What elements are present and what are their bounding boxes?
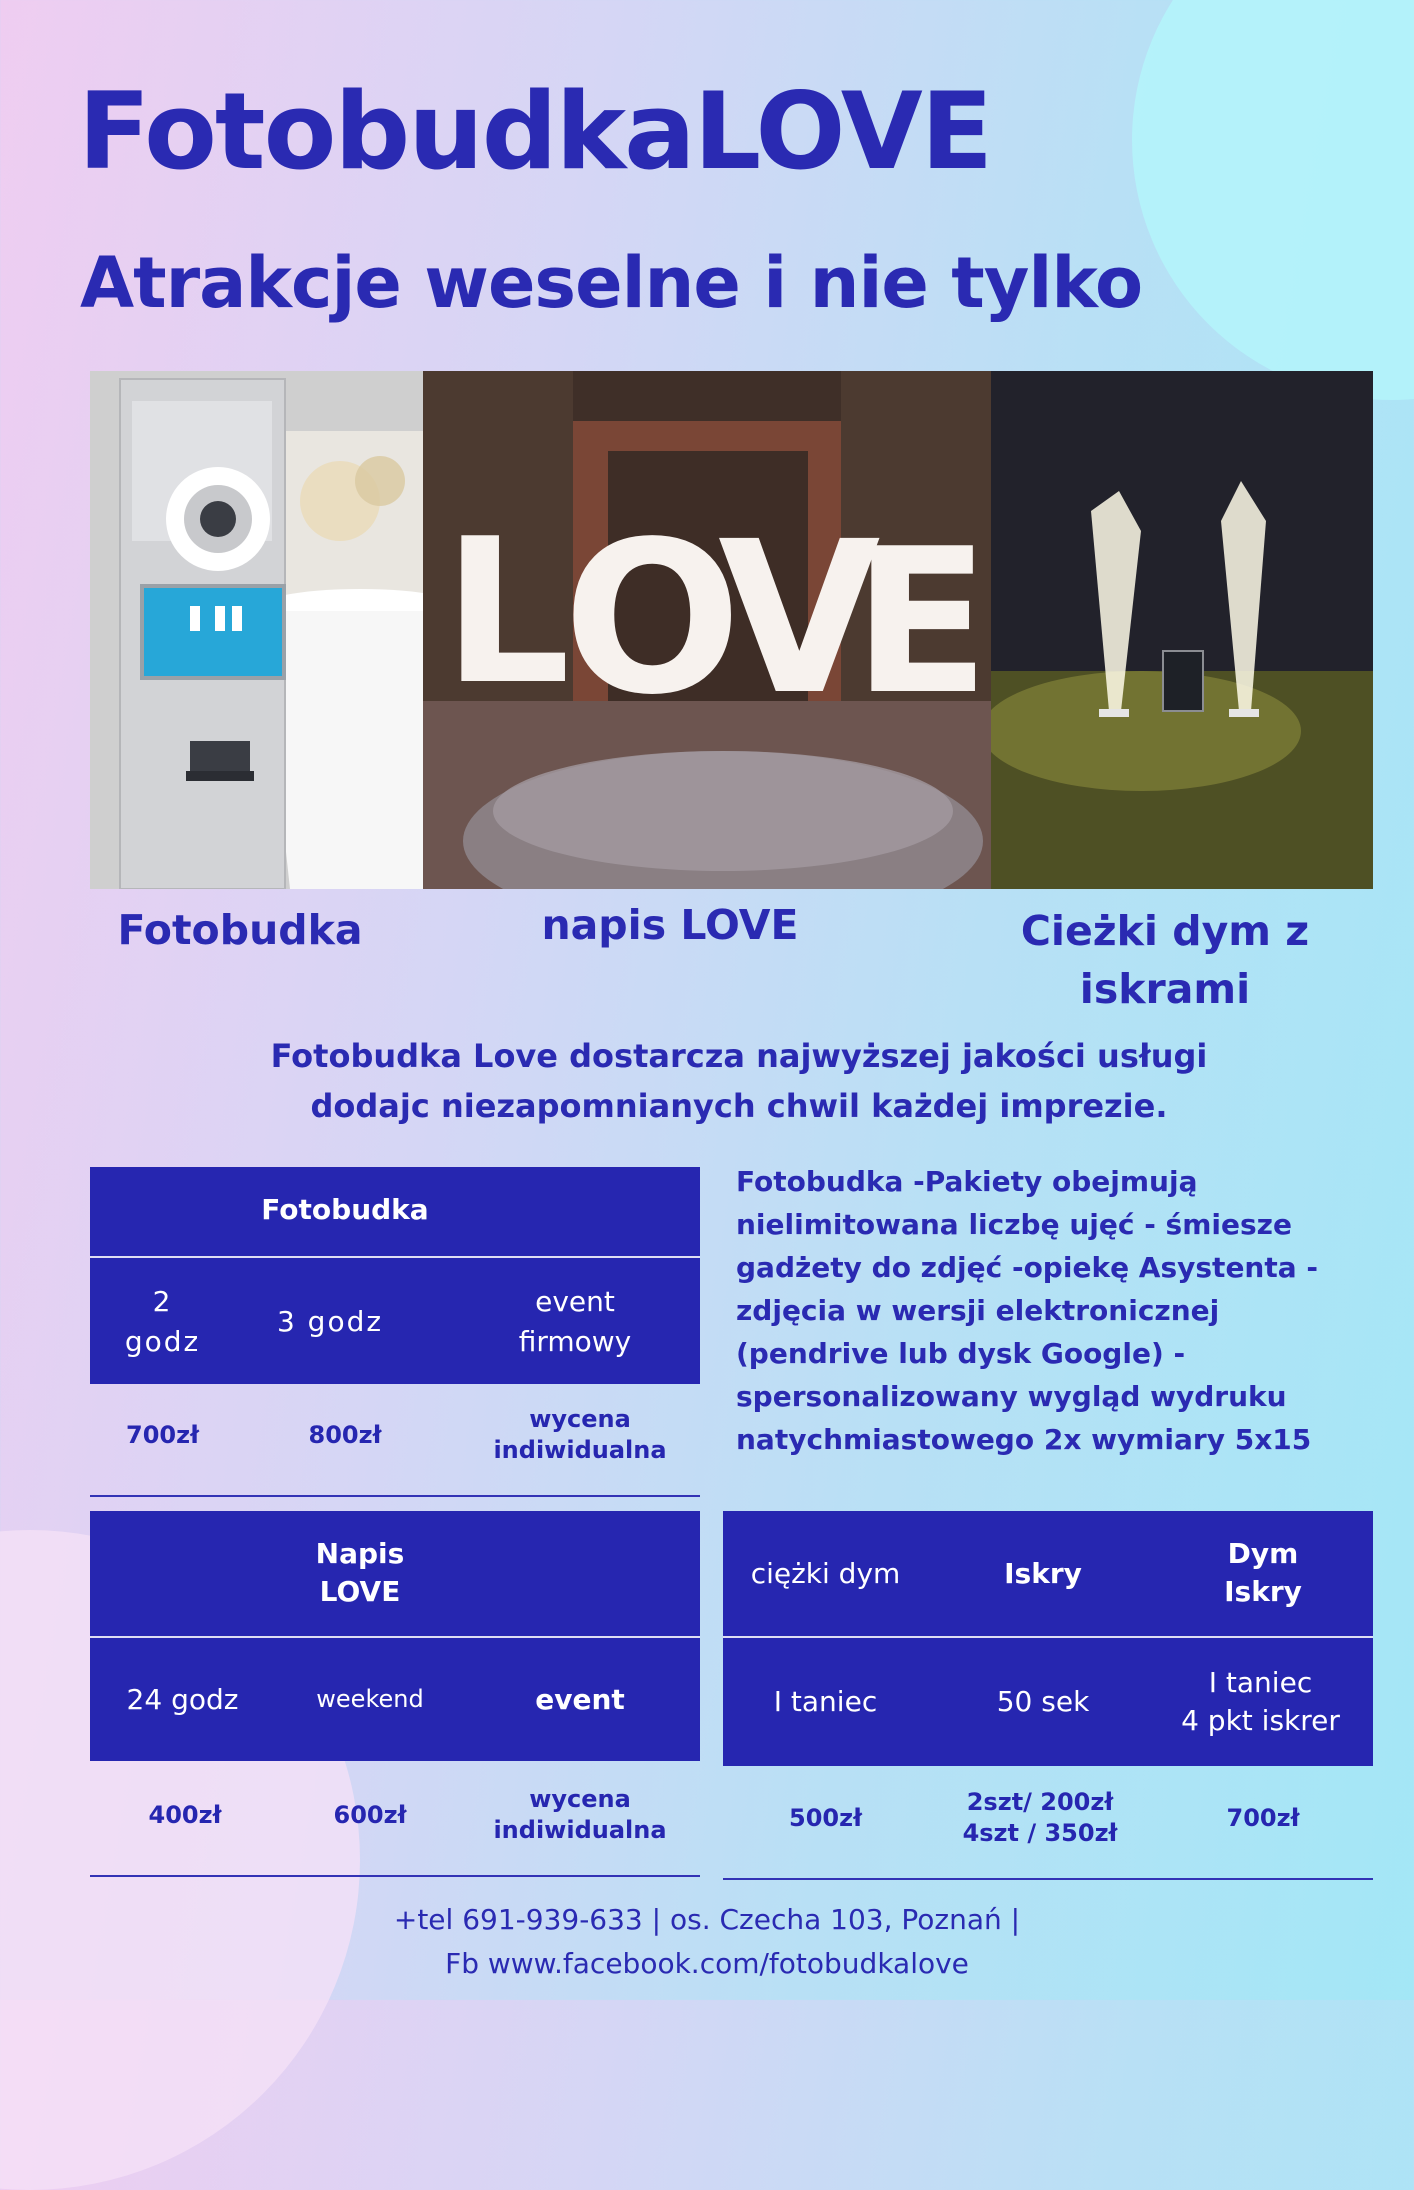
package-option-line: godz — [124, 1324, 201, 1358]
love-letter: L — [443, 496, 571, 729]
fotobudka-table — [90, 1167, 700, 1384]
description-line: spersonalizowany wygląd wydruku — [736, 1380, 1287, 1413]
price-cell: 400zł — [148, 1800, 222, 1829]
divider — [723, 1878, 1373, 1880]
price-cell: 600zł — [333, 1800, 407, 1829]
contact-line: +tel 691-939-633 | os. Czecha 103, Poznań | — [393, 1903, 1021, 1936]
decor-circle-top-right — [1132, 0, 1414, 400]
price-cell: 800zł — [308, 1420, 382, 1449]
package-option-line: I taniec — [1208, 1665, 1313, 1699]
description-line: gadżety do zdjęć -opiekę Asystenta - — [736, 1251, 1319, 1284]
divider — [90, 1636, 700, 1638]
description-line: natychmiastowego 2x wymiary 5x15 — [736, 1423, 1312, 1456]
love-letter: O — [563, 496, 742, 741]
description-line: (pendrive lub dysk Google) - — [736, 1337, 1186, 1370]
intro-text — [180, 1031, 1298, 1131]
price-line: wycena — [529, 1785, 631, 1813]
package-option — [100, 1259, 225, 1384]
intro-line: dodajc niezapomnianych chwil każdej imprezie. — [310, 1087, 1168, 1125]
contact-footer — [0, 1898, 1414, 1986]
table-header — [245, 1511, 475, 1635]
price-line: indiwidualna — [493, 1816, 667, 1844]
page-subtitle: Atrakcje weselne i nie tylko — [80, 242, 1143, 324]
package-option: I taniec — [773, 1685, 878, 1718]
table-header-line: Iskry — [1224, 1575, 1302, 1608]
price-cell — [930, 1773, 1150, 1863]
price-line: 2szt/ 200zł — [966, 1788, 1114, 1816]
love-table — [90, 1511, 700, 1761]
description-line: Fotobudka -Pakiety obejmują — [736, 1165, 1198, 1198]
description-line: nielimitowana liczbę ujęć - śmiesze — [736, 1208, 1292, 1241]
table-header: Iskry — [1004, 1556, 1082, 1590]
divider — [90, 1256, 700, 1258]
price-cell — [465, 1390, 695, 1480]
package-option-line: firmowy — [518, 1324, 632, 1358]
price-cell: 700zł — [126, 1420, 199, 1449]
photo-caption-line: iskrami — [1079, 965, 1251, 1013]
table-header — [1163, 1511, 1363, 1635]
love-letters-photo — [423, 371, 991, 889]
price-line: wycena — [529, 1405, 631, 1433]
package-option: 3 godz — [276, 1305, 384, 1338]
intro-line: Fotobudka Love dostarcza najwyższej jakości usługi — [270, 1037, 1208, 1075]
table-header: ciężki dym — [750, 1556, 901, 1590]
price-line: 4szt / 350zł — [962, 1819, 1118, 1847]
table-header-line: LOVE — [319, 1575, 401, 1608]
smoke-sparks-table — [723, 1511, 1373, 1766]
photo-caption-dym-iskry — [980, 902, 1350, 1018]
table-header: Fotobudka — [261, 1192, 429, 1226]
sparkler-fountains-photo — [991, 371, 1373, 889]
package-option-line: 4 pkt iskrer — [1181, 1703, 1340, 1737]
description-line: zdjęcia w wersji elektronicznej — [736, 1294, 1220, 1327]
package-option: 24 godz — [126, 1682, 239, 1716]
price-cell — [465, 1770, 695, 1860]
photo-booth-illustration — [90, 371, 423, 889]
package-option — [460, 1259, 690, 1384]
price-cell: 500zł — [789, 1803, 862, 1832]
price-line: indiwidualna — [493, 1436, 667, 1464]
package-option: event — [535, 1682, 625, 1716]
sparkler-illustration — [991, 371, 1373, 889]
divider — [90, 1495, 700, 1497]
package-option — [1153, 1639, 1368, 1764]
table-header-line: Dym — [1227, 1537, 1299, 1570]
love-letters-illustration — [423, 371, 991, 889]
package-option-line: event — [535, 1284, 615, 1318]
photo-caption-napis-love: napis LOVE — [541, 901, 799, 949]
price-cell: 700zł — [1226, 1803, 1300, 1832]
page-title: FotobudkaLOVE — [78, 70, 992, 193]
facebook-link[interactable]: Fb www.facebook.com/fotobudkalove — [445, 1947, 969, 1980]
divider — [723, 1636, 1373, 1638]
photo-booth-photo — [90, 371, 423, 889]
divider — [90, 1875, 700, 1877]
love-letter: V — [718, 496, 881, 741]
table-header-line: Napis — [315, 1537, 405, 1570]
package-option: weekend — [316, 1685, 424, 1713]
package-description — [736, 1160, 1386, 1461]
package-option-line: 2 — [152, 1284, 173, 1318]
package-option: 50 sek — [996, 1685, 1090, 1718]
photo-caption-line: Cieżki dym z — [1020, 907, 1310, 955]
photo-caption-fotobudka: Fotobudka — [117, 906, 363, 954]
love-letter: E — [853, 506, 990, 739]
